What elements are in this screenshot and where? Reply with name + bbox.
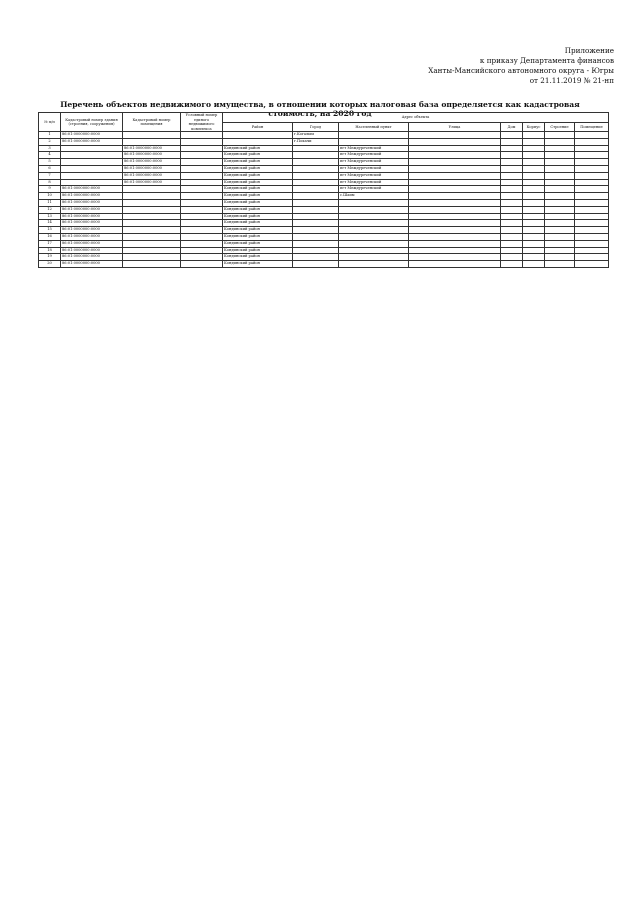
table-cell: 11 (39, 199, 61, 206)
table-cell (501, 193, 523, 200)
table-cell (293, 145, 339, 152)
table-cell (575, 159, 609, 166)
table-cell (409, 227, 501, 234)
table-cell (501, 138, 523, 145)
table-cell: 86:01:0000000:0000 (61, 213, 123, 220)
table-cell (339, 199, 409, 206)
table-cell (523, 145, 545, 152)
table-cell: Кондинский район (223, 220, 293, 227)
table-cell (293, 179, 339, 186)
table-cell: Кондинский район (223, 172, 293, 179)
table-cell: Кондинский район (223, 165, 293, 172)
table-cell (523, 152, 545, 159)
table-cell (409, 233, 501, 240)
table-row (39, 247, 609, 254)
table-cell: 86:01:0000000:0000 (123, 152, 181, 159)
table-cell: 86:01:0000000:0000 (123, 172, 181, 179)
table-cell (545, 138, 575, 145)
table-cell: Кондинский район (223, 240, 293, 247)
table-row (39, 233, 609, 240)
table-cell: Кондинский район (223, 193, 293, 200)
table-cell (523, 233, 545, 240)
table-cell (61, 179, 123, 186)
table-cell (575, 132, 609, 139)
table-cell (61, 172, 123, 179)
header-building: Строение (545, 122, 575, 132)
table-cell: 86:01:0000000:0000 (61, 138, 123, 145)
table-cell (339, 254, 409, 261)
table-cell: 6 (39, 165, 61, 172)
table-cell (575, 254, 609, 261)
header-district: Район (223, 122, 293, 132)
table-cell (181, 132, 223, 139)
table-cell (545, 145, 575, 152)
table-row (39, 213, 609, 220)
table-row (39, 227, 609, 234)
table-cell (181, 165, 223, 172)
table-row (39, 186, 609, 193)
table-cell (523, 261, 545, 268)
table-cell (409, 138, 501, 145)
table-cell (523, 254, 545, 261)
table-cell (501, 261, 523, 268)
table-cell (339, 233, 409, 240)
table-cell: 20 (39, 261, 61, 268)
table-cell (123, 247, 181, 254)
table-cell: 86:01:0000000:0000 (61, 132, 123, 139)
table-cell (523, 132, 545, 139)
document-title: Перечень объектов недвижимого имущества, в отношении которых налоговая база определяется как кадастровая стоимость, на 2020 год (60, 100, 580, 118)
table-row (39, 132, 609, 139)
table-cell (181, 233, 223, 240)
table-cell (409, 179, 501, 186)
table-cell (501, 233, 523, 240)
table-cell (293, 186, 339, 193)
table-cell (293, 233, 339, 240)
table-cell: 10 (39, 193, 61, 200)
table-cell (545, 199, 575, 206)
table-cell (575, 240, 609, 247)
table-cell (181, 213, 223, 220)
table-cell (123, 261, 181, 268)
table-cell (501, 145, 523, 152)
table-cell (523, 193, 545, 200)
table-cell (545, 179, 575, 186)
table-cell (575, 193, 609, 200)
table-cell (523, 220, 545, 227)
table-cell (501, 247, 523, 254)
table-cell (181, 206, 223, 213)
table-row (39, 138, 609, 145)
table-cell (181, 186, 223, 193)
table-cell (293, 172, 339, 179)
table-cell (575, 261, 609, 268)
table-cell: 86:01:0000000:0000 (123, 179, 181, 186)
table-cell (339, 227, 409, 234)
table-cell (181, 254, 223, 261)
table-cell (545, 227, 575, 234)
table-cell: г.Когалым (293, 132, 339, 139)
table-cell (123, 240, 181, 247)
table-cell (293, 165, 339, 172)
table-cell (523, 227, 545, 234)
table-cell (523, 172, 545, 179)
table-cell: Кондинский район (223, 261, 293, 268)
table-cell (339, 261, 409, 268)
table-cell (293, 213, 339, 220)
table-cell (293, 206, 339, 213)
header-conditional: Условный номер единого недвижимого комплекса (181, 113, 223, 132)
table-cell: 15 (39, 227, 61, 234)
table-cell: 19 (39, 254, 61, 261)
table-cell (501, 159, 523, 166)
table-cell (181, 159, 223, 166)
table-cell (181, 199, 223, 206)
table-cell (523, 159, 545, 166)
table-cell (409, 247, 501, 254)
table-cell (339, 240, 409, 247)
table-cell (523, 240, 545, 247)
property-table (38, 112, 609, 268)
table-cell (501, 152, 523, 159)
table-cell (575, 172, 609, 179)
table-cell (409, 213, 501, 220)
table-cell (181, 227, 223, 234)
table-cell: Кондинский район (223, 233, 293, 240)
table-cell (523, 206, 545, 213)
table-cell (409, 145, 501, 152)
table-cell: 12 (39, 206, 61, 213)
table-cell (409, 261, 501, 268)
table-cell (501, 132, 523, 139)
table-cell (501, 165, 523, 172)
table-cell (123, 132, 181, 139)
table-cell (501, 227, 523, 234)
approval-line-3: Ханты-Мансийского автономного округа - Югры (428, 66, 614, 75)
table-cell (545, 213, 575, 220)
table-cell: Кондинский район (223, 186, 293, 193)
table-cell: 86:01:0000000:0000 (123, 145, 181, 152)
table-cell (409, 193, 501, 200)
table-cell (223, 138, 293, 145)
table-cell (501, 206, 523, 213)
table-cell (409, 199, 501, 206)
table-cell (181, 138, 223, 145)
table-cell: 14 (39, 220, 61, 227)
table-cell: 7 (39, 172, 61, 179)
table-cell (61, 165, 123, 172)
table-cell: 9 (39, 186, 61, 193)
table-row (39, 165, 609, 172)
table-cell: с.Шаим (339, 193, 409, 200)
header-cadastral-building: Кадастровый номер здания (строения, сооружения) (61, 113, 123, 132)
table-cell (123, 254, 181, 261)
table-cell (293, 261, 339, 268)
table-cell (123, 233, 181, 240)
table-cell (545, 159, 575, 166)
header-address: Адрес объекта (223, 113, 609, 123)
header-house: Дом (501, 122, 523, 132)
table-cell: 86:01:0000000:0000 (61, 206, 123, 213)
table-cell: 86:01:0000000:0000 (61, 227, 123, 234)
table-cell (545, 152, 575, 159)
table-cell: пгт Междуреченский (339, 179, 409, 186)
table-cell (501, 199, 523, 206)
table-cell: 18 (39, 247, 61, 254)
table-cell (545, 172, 575, 179)
table-cell: 86:01:0000000:0000 (61, 247, 123, 254)
table-cell: Кондинский район (223, 227, 293, 234)
table-cell (575, 247, 609, 254)
table-row (39, 206, 609, 213)
table-cell: пгт Междуреченский (339, 172, 409, 179)
table-cell: 86:01:0000000:0000 (61, 186, 123, 193)
header-cadastral-room: Кадастровый номер помещения (123, 113, 181, 132)
table-cell (223, 132, 293, 139)
table-cell (293, 247, 339, 254)
table-cell: пгт Междуреченский (339, 152, 409, 159)
table-cell: Кондинский район (223, 247, 293, 254)
table-cell (339, 247, 409, 254)
table-cell (181, 220, 223, 227)
table-cell (293, 199, 339, 206)
table-cell (339, 138, 409, 145)
table-cell (181, 193, 223, 200)
table-cell (523, 213, 545, 220)
table-cell (575, 186, 609, 193)
table-cell (409, 152, 501, 159)
table-cell (523, 199, 545, 206)
table-cell (575, 206, 609, 213)
table-cell (181, 152, 223, 159)
table-cell (575, 227, 609, 234)
table-cell (181, 145, 223, 152)
table-cell (545, 247, 575, 254)
table-cell (339, 132, 409, 139)
table-cell: 86:01:0000000:0000 (61, 220, 123, 227)
table-cell (523, 138, 545, 145)
table-cell (523, 165, 545, 172)
table-cell (409, 132, 501, 139)
table-cell: 86:01:0000000:0000 (61, 261, 123, 268)
table-cell (123, 213, 181, 220)
table-cell (181, 261, 223, 268)
table-cell: Кондинский район (223, 213, 293, 220)
table-cell (293, 220, 339, 227)
table-cell (501, 240, 523, 247)
header-street: Улица (409, 122, 501, 132)
table-cell (501, 254, 523, 261)
table-cell (575, 138, 609, 145)
table-cell (293, 159, 339, 166)
table-row (39, 254, 609, 261)
table-cell: 86:01:0000000:0000 (61, 193, 123, 200)
table-cell (181, 240, 223, 247)
table-cell: пгт Междуреченский (339, 186, 409, 193)
table-cell: Кондинский район (223, 152, 293, 159)
header-settlement: Населенный пункт (339, 122, 409, 132)
table-cell: 4 (39, 152, 61, 159)
table-cell: 1 (39, 132, 61, 139)
table-row (39, 199, 609, 206)
table-cell (409, 206, 501, 213)
table-cell (575, 213, 609, 220)
header-city: Город (293, 122, 339, 132)
table-cell: 86:01:0000000:0000 (61, 240, 123, 247)
table-cell (545, 240, 575, 247)
table-cell (575, 145, 609, 152)
header-room: Помещение (575, 122, 609, 132)
table-row (39, 152, 609, 159)
table-cell (575, 165, 609, 172)
table-cell (523, 247, 545, 254)
table-cell (181, 172, 223, 179)
table-cell (409, 172, 501, 179)
header-corpus: Корпус (523, 122, 545, 132)
table-cell (409, 254, 501, 261)
table-cell (575, 233, 609, 240)
table-cell (501, 220, 523, 227)
table-cell (575, 199, 609, 206)
table-cell (575, 220, 609, 227)
approval-line-1: Приложение (564, 46, 614, 55)
table-cell (181, 179, 223, 186)
table-cell: Кондинский район (223, 159, 293, 166)
table-cell: Кондинский район (223, 179, 293, 186)
table-cell (293, 193, 339, 200)
table-cell (501, 172, 523, 179)
approval-line-2: к приказу Департамента финансов (479, 56, 614, 65)
table-cell (293, 227, 339, 234)
table-cell: Кондинский район (223, 206, 293, 213)
table-cell (181, 247, 223, 254)
table-cell (409, 240, 501, 247)
table-cell (339, 220, 409, 227)
table-cell (123, 227, 181, 234)
table-cell: 3 (39, 145, 61, 152)
table-cell (61, 152, 123, 159)
table-cell (501, 186, 523, 193)
table-cell (409, 186, 501, 193)
table-row (39, 193, 609, 200)
table-cell: 86:01:0000000:0000 (61, 199, 123, 206)
table-row (39, 145, 609, 152)
table-cell: 5 (39, 159, 61, 166)
table-cell: 16 (39, 233, 61, 240)
table-cell: пгт Междуреченский (339, 159, 409, 166)
table-cell (293, 152, 339, 159)
table-cell: г.Покачи (293, 138, 339, 145)
table-cell (123, 193, 181, 200)
table-row (39, 159, 609, 166)
table-cell (123, 199, 181, 206)
table-cell (523, 179, 545, 186)
table-cell (61, 159, 123, 166)
table-cell (523, 186, 545, 193)
table-cell (545, 132, 575, 139)
table-cell: пгт Междуреченский (339, 145, 409, 152)
table-cell (123, 138, 181, 145)
table-cell (409, 165, 501, 172)
table-cell (501, 179, 523, 186)
table-cell (575, 152, 609, 159)
table-cell (123, 186, 181, 193)
table-cell: 13 (39, 213, 61, 220)
table-cell (409, 220, 501, 227)
table-cell (61, 145, 123, 152)
table-row (39, 261, 609, 268)
table-cell (293, 254, 339, 261)
table-cell (123, 206, 181, 213)
table-cell (501, 213, 523, 220)
table-cell (545, 261, 575, 268)
table-cell: 86:01:0000000:0000 (61, 233, 123, 240)
table-cell: Кондинский район (223, 145, 293, 152)
table-cell: Кондинский район (223, 254, 293, 261)
table-cell (545, 254, 575, 261)
table-cell (545, 165, 575, 172)
table-row (39, 220, 609, 227)
table-cell: пгт Междуреченский (339, 165, 409, 172)
table-cell: Кондинский район (223, 199, 293, 206)
table-header-row (39, 113, 609, 123)
table-cell: 86:01:0000000:0000 (61, 254, 123, 261)
table-cell (339, 213, 409, 220)
table-cell (545, 220, 575, 227)
table-cell: 8 (39, 179, 61, 186)
table-body (39, 132, 609, 268)
table-cell: 86:01:0000000:0000 (123, 165, 181, 172)
table-cell (123, 220, 181, 227)
table-cell (545, 233, 575, 240)
table-cell (545, 206, 575, 213)
table-cell (409, 159, 501, 166)
table-cell (575, 179, 609, 186)
table-cell: 2 (39, 138, 61, 145)
table-cell (545, 186, 575, 193)
table-cell (545, 193, 575, 200)
table-row (39, 172, 609, 179)
table-cell: 17 (39, 240, 61, 247)
approval-line-4: от 21.11.2019 № 21-нп (529, 76, 614, 85)
table-cell: 86:01:0000000:0000 (123, 159, 181, 166)
table-cell (339, 206, 409, 213)
table-row (39, 240, 609, 247)
approval-block (384, 46, 614, 86)
table-row (39, 179, 609, 186)
table-cell (293, 240, 339, 247)
header-num: № п/п (39, 113, 61, 132)
